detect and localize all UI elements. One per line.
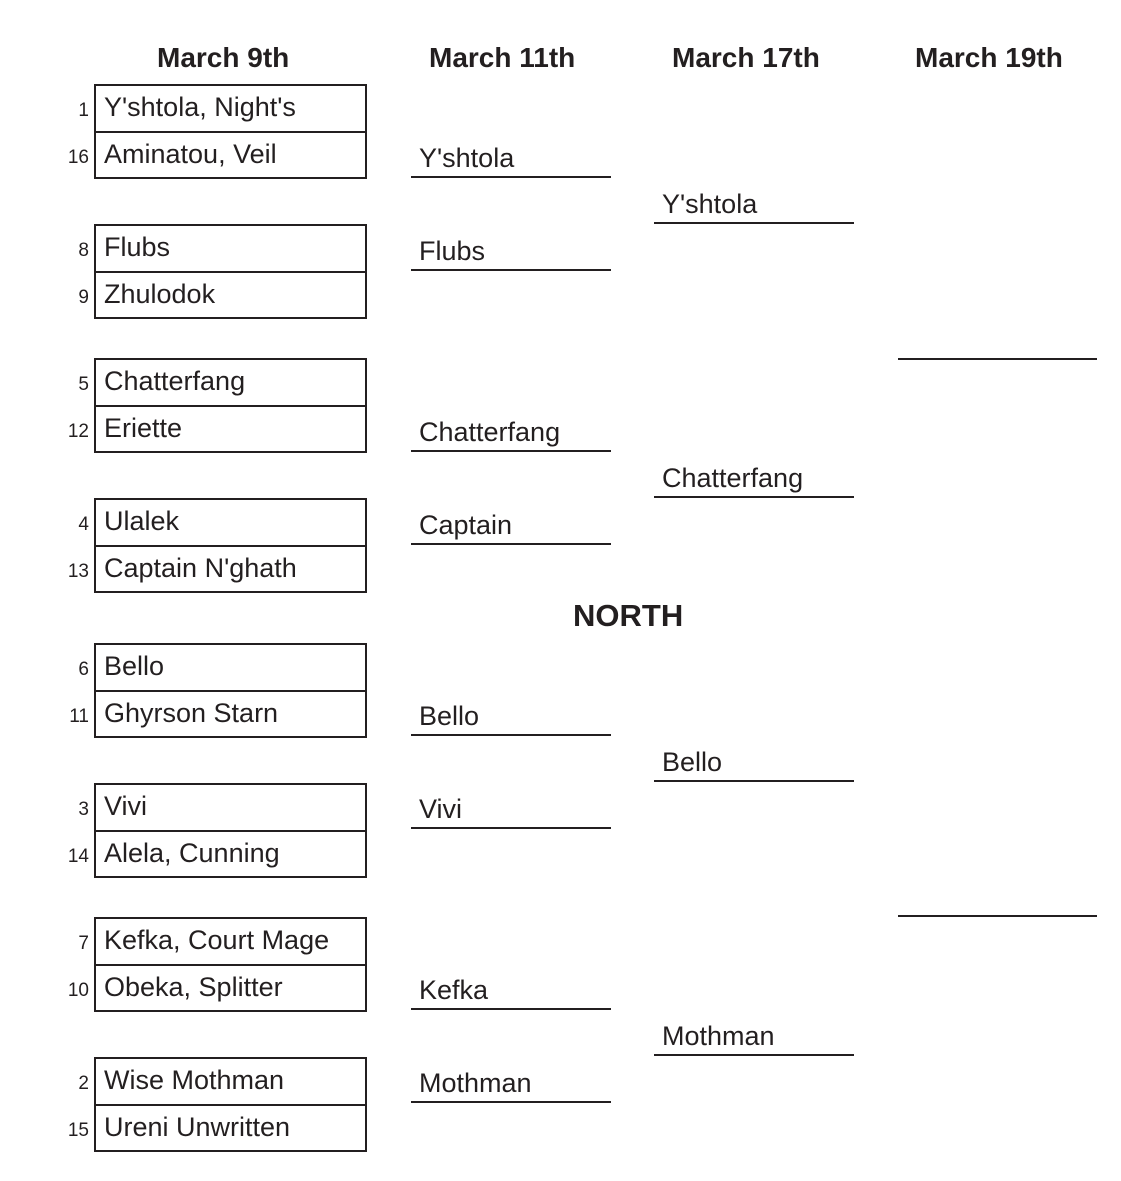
seed: 5 xyxy=(78,374,89,395)
matchup-box xyxy=(94,783,367,878)
matchup-box xyxy=(94,1057,367,1152)
region-label: NORTH xyxy=(573,598,684,633)
matchup-box xyxy=(94,498,367,593)
seed: 1 xyxy=(78,100,89,121)
team-entry: Ulalek xyxy=(104,506,180,536)
team-entry: Kefka, Court Mage xyxy=(104,925,330,955)
team-entry: Flubs xyxy=(104,232,171,262)
matchup-box xyxy=(94,224,367,319)
round2-winner: Bello xyxy=(411,696,611,736)
round2-winner: Flubs xyxy=(411,231,611,271)
team-entry: Ureni Unwritten xyxy=(96,1104,365,1150)
seed: 13 xyxy=(67,561,89,582)
team-entry: Zhulodok xyxy=(96,271,365,317)
round2-winner: Vivi xyxy=(411,789,611,829)
team-entry: Alela, Cunning xyxy=(96,830,365,876)
seed: 9 xyxy=(78,287,89,308)
seed: 4 xyxy=(78,514,89,535)
round4-slot[interactable] xyxy=(898,877,1097,917)
team-entry: Vivi xyxy=(104,791,148,821)
header-march-17: March 17th xyxy=(672,42,820,73)
seed: 16 xyxy=(67,147,89,168)
round2-winner: Kefka xyxy=(411,970,611,1010)
round2-winner: Chatterfang xyxy=(411,412,611,452)
seed: 10 xyxy=(67,980,89,1001)
round3-winner: Bello xyxy=(654,742,854,782)
matchup-box xyxy=(94,917,367,1012)
round4-slot[interactable] xyxy=(898,320,1097,360)
seed: 2 xyxy=(78,1073,89,1094)
team-entry: Chatterfang xyxy=(104,366,246,396)
header-march-11: March 11th xyxy=(429,42,576,73)
seed: 12 xyxy=(67,421,89,442)
seed: 14 xyxy=(67,846,89,867)
matchup-box xyxy=(94,643,367,738)
round2-winner: Y'shtola xyxy=(411,138,611,178)
seed: 8 xyxy=(78,240,89,261)
round2-winner: Captain xyxy=(411,505,611,545)
team-entry: Bello xyxy=(104,651,165,681)
round3-winner: Y'shtola xyxy=(654,184,854,224)
round2-winner: Mothman xyxy=(411,1063,611,1103)
header-march-19: March 19th xyxy=(915,42,1063,73)
seed: 7 xyxy=(78,933,89,954)
team-entry: Wise Mothman xyxy=(104,1065,285,1095)
seed: 3 xyxy=(78,799,89,820)
seed: 11 xyxy=(69,706,89,727)
header-march-9: March 9th xyxy=(157,42,290,73)
team-entry: Eriette xyxy=(96,405,365,451)
team-entry: Ghyrson Starn xyxy=(96,690,365,736)
team-entry: Captain N'ghath xyxy=(96,545,365,591)
team-entry: Y'shtola, Night's xyxy=(104,92,296,122)
round3-winner: Chatterfang xyxy=(654,458,854,498)
matchup-box xyxy=(94,84,367,179)
team-entry: Aminatou, Veil xyxy=(96,131,365,177)
seed: 6 xyxy=(78,659,89,680)
round3-winner: Mothman xyxy=(654,1016,854,1056)
seed: 15 xyxy=(67,1120,89,1141)
team-entry: Obeka, Splitter xyxy=(96,964,365,1010)
matchup-box xyxy=(94,358,367,453)
